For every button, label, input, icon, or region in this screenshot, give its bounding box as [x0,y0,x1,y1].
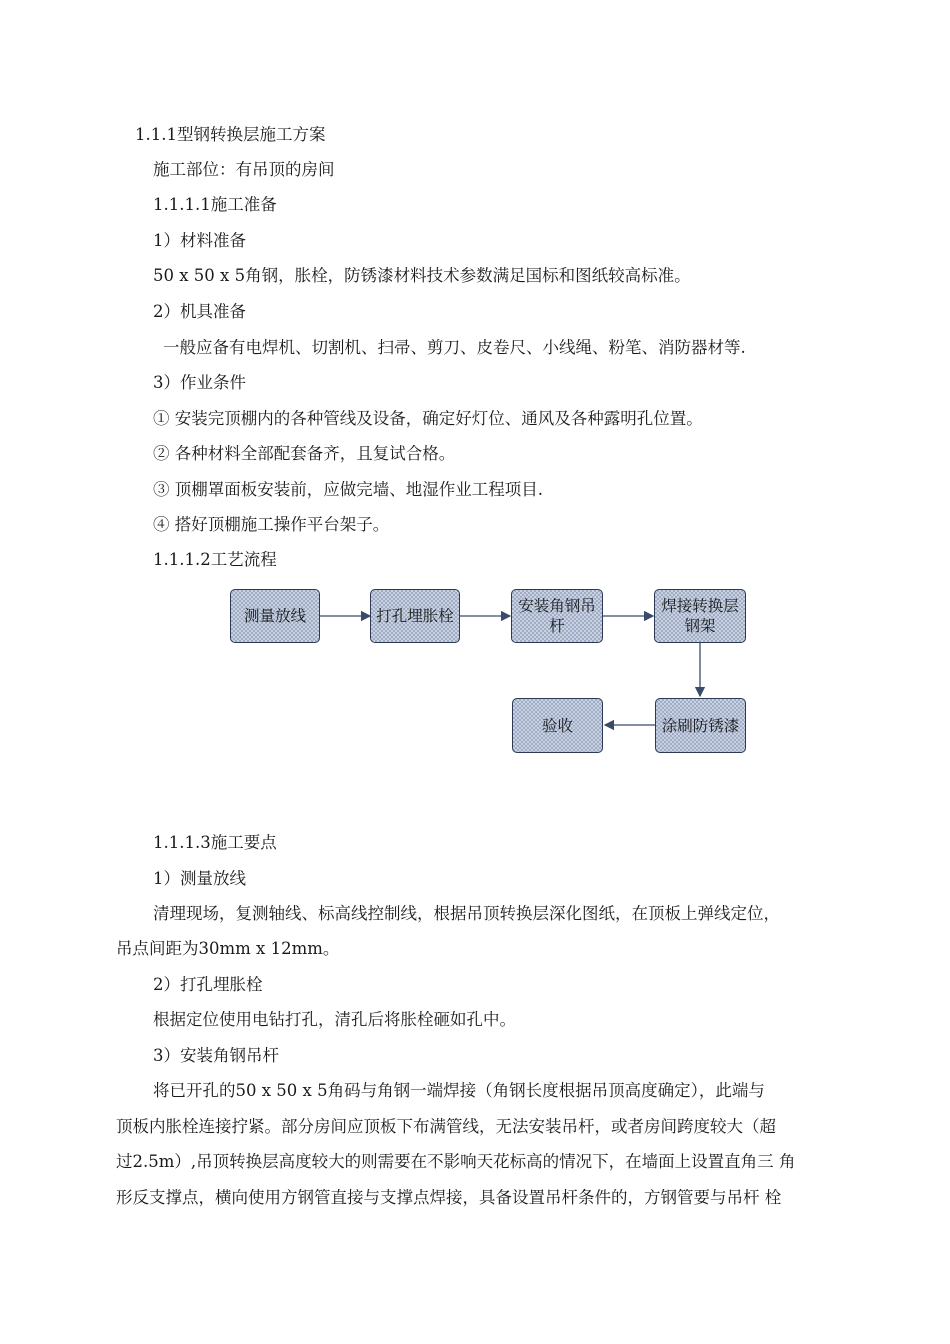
point3-text: 形反支撑点，横向使用方钢管直接与支撑点焊接，具备设置吊杆条件的，方钢管要与吊杆 栓 [116,1188,782,1207]
flow-step-paint: 涂刷防锈漆 [655,698,746,753]
condition-item: ② 各种材料全部配套备齐，且复试合格。 [153,444,456,463]
section-title-process: 1.1.1.2工艺流程 [153,550,277,569]
point1-text: 吊点间距为30mm x 12mm。 [116,939,340,958]
section-title-key-points: 1.1.1.3施工要点 [153,833,277,852]
conditions-title: 3）作业条件 [153,373,246,392]
condition-item: ① 安装完顶棚内的各种管线及设备，确定好灯位、通风及各种露明孔位置。 [153,409,703,428]
point1-title: 1）测量放线 [153,869,246,888]
flow-step-install-hanger: 安装角钢吊杆 [511,589,603,643]
section-title-preparation: 1.1.1.1施工准备 [153,195,277,214]
flow-step-drill-anchor: 打孔埋胀栓 [370,589,460,643]
materials-text: 50 x 50 x 5角钢，胀栓，防锈漆材料技术参数满足国标和图纸较高标准。 [153,266,691,285]
flow-step-weld-frame: 焊接转换层钢架 [654,589,746,643]
point2-text: 根据定位使用电钻打孔，清孔后将胀栓砸如孔中。 [153,1010,516,1029]
condition-item: ④ 搭好顶棚施工操作平台架子。 [153,515,390,534]
point3-title: 3）安装角钢吊杆 [153,1046,279,1065]
heading: 1.1.1型钢转换层施工方案 [135,125,326,144]
point3-text: 顶板内胀栓连接拧紧。部分房间应顶板下布满管线，无法安装吊杆，或者房间跨度较大（超 [116,1117,776,1136]
construction-location: 施工部位：有吊顶的房间 [153,160,335,179]
tools-text: 一般应备有电焊机、切割机、扫帚、剪刀、皮卷尺、小线绳、粉笔、消防器材等. [163,338,746,357]
flow-step-acceptance: 验收 [512,698,603,753]
point1-text: 清理现场，复测轴线、标高线控制线，根据吊顶转换层深化图纸，在顶板上弹线定位， [153,904,780,923]
condition-item: ③ 顶棚罩面板安装前，应做完墙、地湿作业工程项目. [153,480,543,499]
point2-title: 2）打孔埋胀栓 [153,975,263,994]
flow-step-survey: 测量放线 [230,589,320,643]
materials-title: 1）材料准备 [153,231,246,250]
tools-title: 2）机具准备 [153,302,246,321]
point3-text: 将已开孔的50 x 50 x 5角码与角钢一端焊接（角钢长度根据吊顶高度确定），此端与 [153,1081,765,1100]
point3-text: 过2.5m）,吊顶转换层高度较大的则需要在不影响天花标高的情况下，在墙面上设置直角三 角 [116,1152,796,1171]
